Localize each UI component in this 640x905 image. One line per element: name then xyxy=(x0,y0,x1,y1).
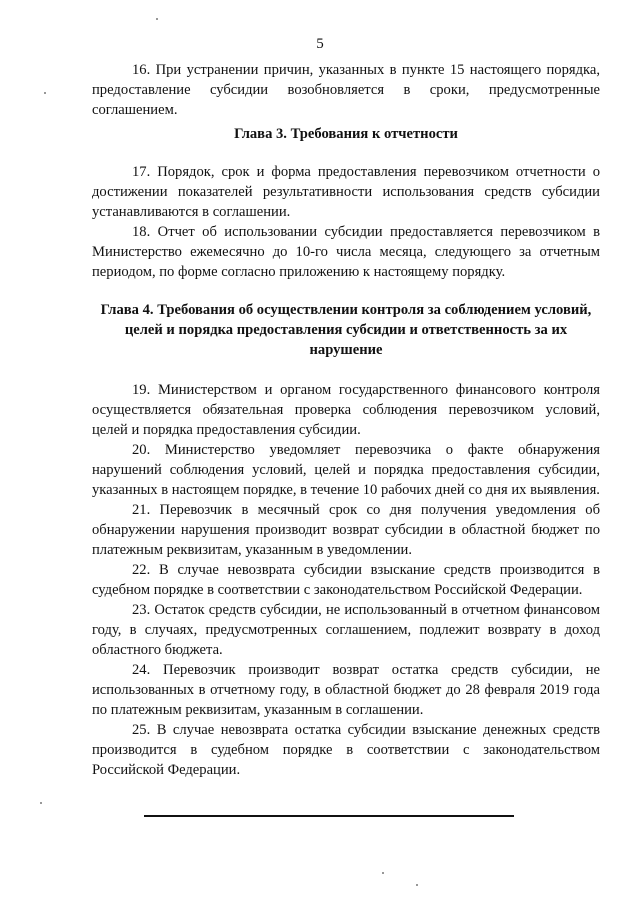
scan-speck xyxy=(40,802,42,804)
scan-speck xyxy=(44,92,46,94)
paragraph-21: 21. Перевозчик в месячный срок со дня получения уведомления об обнаружении нарушения производит возврат субсидии в областной бюджет по платежным реквизитам, указанным в уведомлении. xyxy=(92,502,600,558)
chapter-4-title: Глава 4. Требования об осуществлении контроля за соблюдением условий, целей и порядка предоставления субсидии и ответственность за их нарушение xyxy=(100,302,592,358)
paragraph-23: 23. Остаток средств субсидии, не использованный в отчетном финансовом году, в случаях, предусмотренных соглашением, подлежит возврату в доход областного бюджета. xyxy=(92,602,600,658)
document-body xyxy=(92,60,600,780)
paragraph-17: 17. Порядок, срок и форма предоставления перевозчиком отчетности о достижении показателей результативности использования средств субсидии устанавливаются в соглашении. xyxy=(92,164,600,220)
chapter-3-title: Глава 3. Требования к отчетности xyxy=(234,126,458,142)
paragraph-20: 20. Министерство уведомляет перевозчика о факте обнаружения нарушений соблюдения условий, целей и порядка предоставления субсидии, указанных в настоящем порядке, в течение 10 рабочих дней со дня их выявления. xyxy=(92,442,600,498)
scan-speck xyxy=(382,872,384,874)
scan-speck xyxy=(156,18,158,20)
paragraph-18: 18. Отчет об использовании субсидии предоставляется перевозчиком в Министерство ежемесячно до 10-го числа месяца, следующего за отчетным периодом, по форме согласно приложению к настоящему порядку. xyxy=(92,224,600,280)
scan-speck xyxy=(416,884,418,886)
paragraph-25: 25. В случае невозврата остатка субсидии взыскание денежных средств производится в судебном порядке в соответствии с законодательством Российской Федерации. xyxy=(92,722,600,778)
paragraph-16: 16. При устранении причин, указанных в пункте 15 настоящего порядка, предоставление субсидии возобновляется в сроки, предусмотренные соглашением. xyxy=(92,62,600,118)
end-of-text-rule xyxy=(144,815,514,817)
page-number: 5 xyxy=(316,36,324,52)
paragraph-19: 19. Министерством и органом государственного финансового контроля осуществляется обязательная проверка соблюдения перевозчиком условий, целей и порядка предоставления субсидии. xyxy=(92,382,600,438)
paragraph-22: 22. В случае невозврата субсидии взыскание средств производится в судебном порядке в соответствии с законодательством Российской Федерации. xyxy=(92,562,600,598)
paragraph-24: 24. Перевозчик производит возврат остатка средств субсидии, не использованных в отчетному году, в областной бюджет до 28 февраля 2019 года по платежным реквизитам, указанным в соглашении. xyxy=(92,662,600,718)
